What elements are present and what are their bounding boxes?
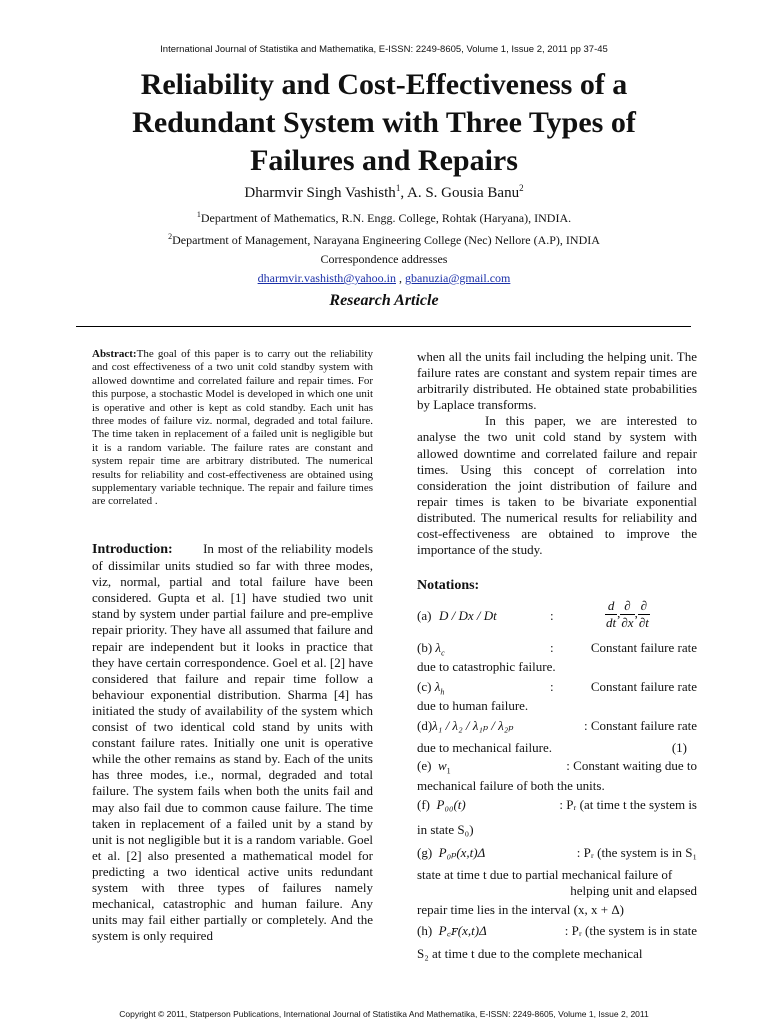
article-type: Research Article: [329, 292, 439, 309]
author-separator: ,: [400, 185, 407, 201]
notation-f-desc: : Pᵣ (at time t the system is: [559, 797, 697, 812]
abstract-label: Abstract:: [92, 348, 137, 360]
email-line: [0, 271, 768, 286]
notation-d: [417, 718, 697, 755]
notation-e-label: (e) $w_1$: [417, 758, 451, 776]
notation-c-cont: due to human failure.: [417, 698, 529, 713]
introduction-text: In most of the reliability models of dissimilar units studied so far with three modes, viz, normal, partial and total failure have been considered. Gupta et al. [1] have studied two unit stand by system under partial failure and pre-emplive repair priority. They have all assumed that failure and repair are independent but it looks in practice that they have certain correspondence. Goel et al. [2] have considered that failure and repair time follow a behaviour exponential distribution. Sharma [4] has initiated the study of availability of the system which consist of two identical cold stand by units with constant failure rates. Initially one unit is operative while the other remains as stand by. Each of the units has three modes, i.e., normal, degraded and total failure. The system fails when both the units fail and may also fail due to common cause failure. The time taken in replacement of a failed unit by a stand by unit is not negligible but it is a random variable. Goel et al. [2] also presented a mathematical model for predicting a two identical active units redundant system with three types of failures namely mechanical, catastrophic and human failure. Any units may fail either partially or completely. And the system is only required: [92, 541, 374, 944]
notation-d-label: (d)λ₁ / λ₂ / λ₁ₚ / λ₂ₚ: [417, 718, 514, 733]
abstract-text: The goal of this paper is to carry out the reliability and cost effectiveness of a two unit cold standby system with allowed downtime and correlated failure and repair times. For this purpose, a stochastic Model is developed in which one unit is operative and other is kept as cold standby. Each unit has three modes of failure viz. normal, degraded and total failure. The time taken in replacement of a failed unit is negligible but it is a random variable. The failure rates are constant and system repair time are arbitrary distributed. The numerical results for reliability and cost-effectiveness are obtained using supplementary variable technique. The repair and failure times are correlated .: [92, 348, 373, 508]
affiliation-1: [0, 210, 768, 226]
notation-e-desc: : Constant waiting due to: [566, 758, 697, 773]
notation-b-colon: :: [550, 640, 554, 655]
notation-a-label: (a): [417, 608, 432, 623]
copyright-footer: Copyright © 2011, Statperson Publications, International Journal of Statistika And Mathematika, E-ISSN: 2249-8605, Volume 1, Issue 2, 2011: [119, 1009, 649, 1019]
author-2: A. S. Gousia Banu: [407, 185, 520, 201]
running-head: International Journal of Statistika and Mathematika, E-ISSN: 2249-8605, Volume 1, Issue 2, 2011 pp 37-45: [160, 44, 608, 55]
author-2-sup: 2: [519, 183, 524, 193]
notation-a-colon: :: [550, 608, 554, 623]
notation-b-cont: due to catastrophic failure.: [417, 659, 556, 674]
email-link-1[interactable]: dharmvir.vashisth@yahoo.in: [257, 271, 396, 285]
title-line-3: Failures and Repairs: [250, 144, 518, 177]
affiliation-1-text: Department of Mathematics, R.N. Engg. College, Rohtak (Haryana), INDIA.: [200, 211, 572, 225]
notation-f: [417, 797, 697, 841]
email-link-2[interactable]: gbanuzia@gmail.com: [405, 271, 511, 285]
correspondence-label: Correspondence addresses: [320, 252, 448, 266]
affiliation-1-sup: 1: [196, 210, 201, 219]
notation-g-desc: : Pᵣ (the system is in S₁: [576, 845, 697, 860]
introduction: [92, 541, 373, 944]
author-list: [0, 183, 768, 202]
notation-g-cont-1: state at time t due to partial mechanical failure of: [417, 867, 673, 882]
affiliation-2-sup: 2: [168, 232, 173, 241]
notation-d-cont: due to mechanical failure.: [417, 740, 552, 755]
derivative-d-dt: $\frac{d}{dt}$: [606, 598, 617, 630]
notation-g-cont-2: helping unit and elapsed: [570, 883, 697, 898]
right-column-text: [417, 349, 697, 558]
author-1: Dharmvir Singh Vashisth: [244, 185, 396, 201]
title-line-1: Reliability and Cost-Effectiveness of a: [140, 68, 628, 101]
notation-h-desc: : Pᵣ (the system is in state: [564, 923, 697, 938]
notation-c: [417, 679, 697, 713]
notation-e: [417, 758, 697, 792]
right-paragraph-2: In this paper, we are interested to analyse the two unit cold stand by system with allowed downtime and correlated failure and repair times. Using this concept of correlation into consideration the joint distribution of failure and repair times is taken to be bivariate exponential distributed. The numerical results for reliability and cost-effectiveness are obtained to improve the importance of the study.: [417, 413, 697, 558]
notation-d-desc: : Constant failure rate: [584, 718, 697, 733]
notation-a: [417, 598, 697, 638]
right-paragraph-1: when all the units fail including the helping unit. The failure rates are constant and system repair times are arbitrarily distributed. He obtained state probabilities by Laplace transforms.: [417, 349, 697, 413]
notation-h-cont: S₂ at time t due to the complete mechanical: [417, 946, 643, 961]
notation-c-colon: :: [550, 679, 554, 694]
notation-e-cont: mechanical failure of both the units.: [417, 778, 605, 793]
notation-b-label: (b) $\lambda_c$: [417, 640, 445, 658]
notation-a-operators: $\frac{d}{dt}$ , $\frac{\partial}{\partial x}$ , $\frac{\partial}{\partial t}$: [606, 598, 649, 630]
partial-x: $\frac{\partial}{\partial x}$: [621, 598, 634, 630]
abstract: [92, 348, 373, 509]
notations-heading: Notations:: [417, 578, 480, 593]
notation-f-cont: in state S₀): [417, 822, 474, 837]
notation-h: [417, 923, 697, 967]
notation-g-label: (g) P₀ₚ(x,t)Δ: [417, 845, 486, 860]
notation-c-label: (c) $\lambda_h$: [417, 679, 445, 697]
equation-number: (1): [671, 740, 687, 755]
notation-c-desc: Constant failure rate: [590, 679, 697, 694]
author-1-sup: 1: [395, 183, 401, 193]
title-line-2: Redundant System with Three Types of: [132, 106, 636, 139]
notation-b: [417, 640, 697, 674]
introduction-heading: Introduction:: [92, 542, 173, 557]
notation-b-desc: Constant failure rate: [590, 640, 697, 655]
partial-t: $\frac{\partial}{\partial t}$: [638, 598, 649, 630]
email-separator: ,: [396, 271, 405, 285]
header-divider: [76, 326, 691, 327]
notation-g-cont-3: repair time lies in the interval (x, x + Δ): [417, 902, 625, 917]
notation-a-symbol: D / Dx / Dt: [439, 608, 497, 623]
paper-title: [60, 66, 708, 180]
affiliation-2-text: Department of Management, Narayana Engineering College (Nec) Nellore (A.P), INDIA: [172, 233, 600, 247]
notation-h-label: (h) P꜀ꜰ(x,t)Δ: [417, 923, 487, 938]
notation-f-label: (f) P₀₀(t): [417, 797, 466, 812]
affiliation-2: [0, 232, 768, 248]
notation-g: [417, 845, 697, 923]
